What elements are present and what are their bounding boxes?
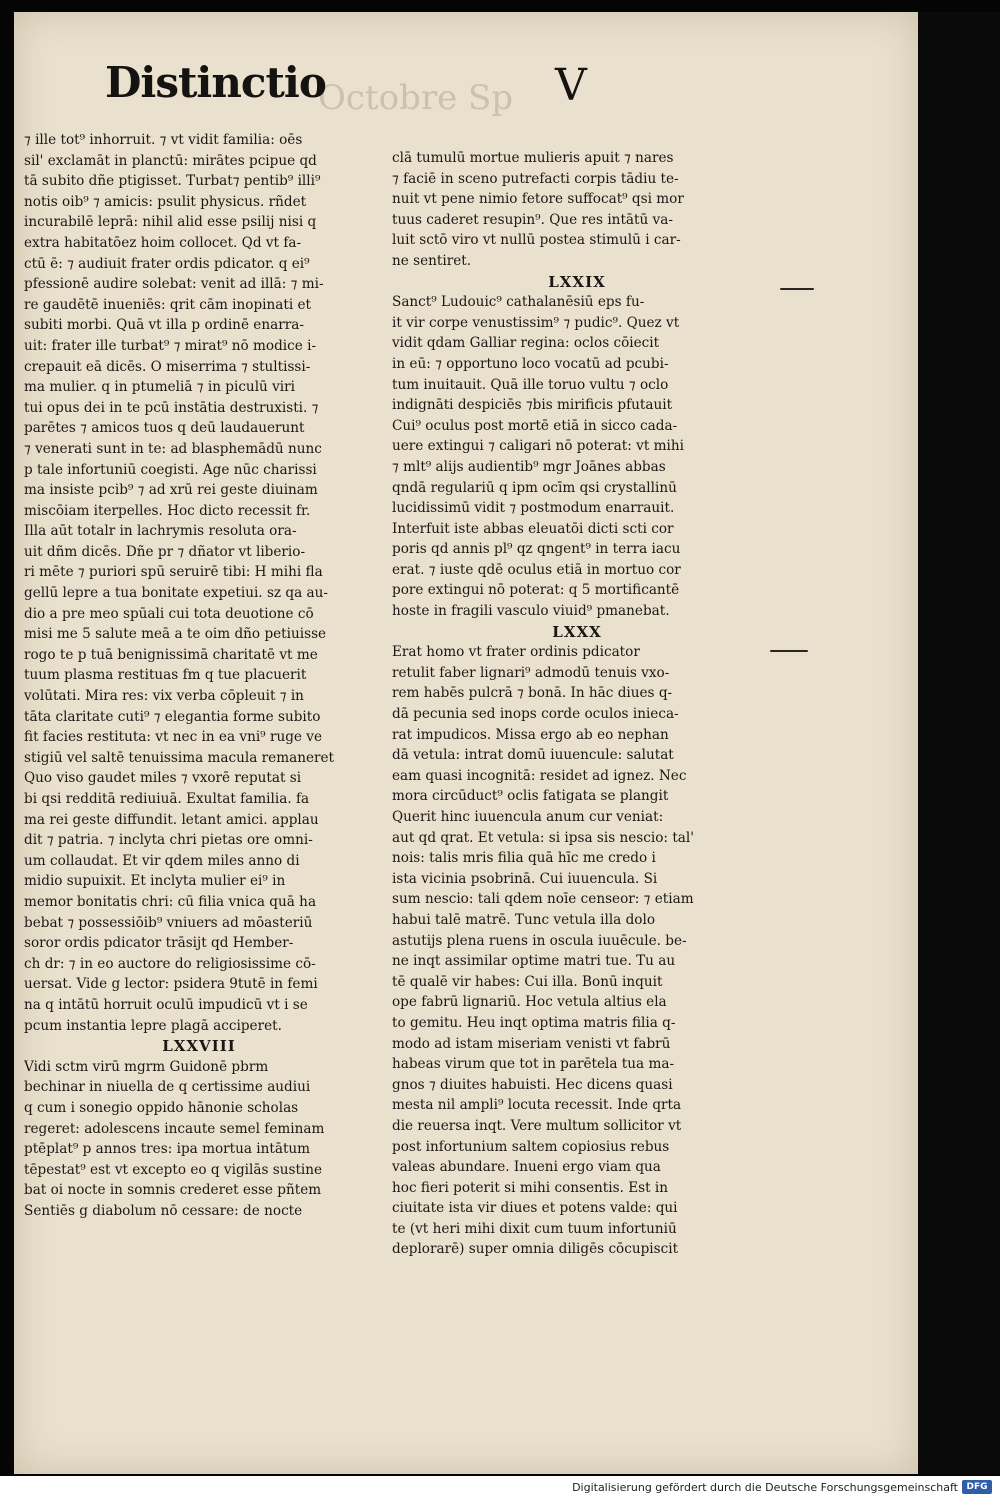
section-heading-80: LXXX <box>552 622 602 641</box>
right-column <box>392 148 762 1260</box>
text-line: tuum plasma restituas fm q tue placuerit <box>24 667 307 684</box>
text-line: rem habēs pulcrā ⁊ bonā. In hāc diues q- <box>392 685 673 702</box>
text-line: ⁊ faciē in sceno putrefacti corpis tādiu te- <box>392 170 679 187</box>
text-line: Sentiēs g diabolum nō cessare: de nocte <box>24 1202 303 1219</box>
text-line: mesta nil ampli⁹ locuta recessit. Inde qrta <box>392 1097 682 1114</box>
text-line: incurabilē leprā: nihil alid esse psilij nisi q <box>24 214 317 231</box>
text-line: volūtati. Mira res: vix verba cōpleuit ⁊ in <box>24 688 304 705</box>
text-line: uit: frater ille turbat⁹ ⁊ mirat⁹ nō modice i- <box>24 337 317 354</box>
text-line: habeas virum que tot in parētela tua ma- <box>392 1056 675 1073</box>
text-line: lucidissimū vidit ⁊ postmodum enarrauit. <box>392 500 675 517</box>
text-line: ma mulier. q in ptumeliā ⁊ in piculū viri <box>24 379 295 396</box>
text-line: ⁊ ille tot⁹ inhorruit. ⁊ vt vidit familia: oēs <box>24 132 303 148</box>
page-numeral: V <box>555 60 587 111</box>
text-line: Sanct⁹ Ludouic⁹ cathalanēsiū eps fu- <box>392 294 645 311</box>
text-line: indignāti despiciēs ⁊bis mirificis pfutauit <box>392 397 673 414</box>
text-line: tā subito dñe ptigisset. Turbat⁊ pentib⁹ illi⁹ <box>24 173 321 190</box>
text-line: uere extingui ⁊ caligari nō poterat: vt mihi <box>392 438 684 455</box>
right-text-block-3 <box>392 642 762 1260</box>
text-line: hoc fieri poterit si mihi consentis. Est in <box>392 1179 669 1196</box>
text-line: mora circūduct⁹ oclis fatigata se plangit <box>392 788 669 805</box>
left-text-block-2 <box>24 1057 374 1222</box>
text-line: Quo viso gaudet miles ⁊ vxorē reputat si <box>24 770 302 787</box>
text-line: fit facies restituta: vt nec in ea vni⁹ ruge ve <box>24 729 322 746</box>
text-line: luit sctō viro vt nullū postea stimulū i car- <box>392 232 681 249</box>
text-line: erat. ⁊ iuste qdē oculus etiā in mortuo cor <box>392 561 681 578</box>
scan-background <box>918 12 1000 1474</box>
text-line: aut qd qrat. Et vetula: si ipsa sis nescio: tal' <box>392 829 694 846</box>
text-line: ptēplat⁹ p annos tres: ipa mortua intātum <box>24 1141 311 1158</box>
text-line: notis oib⁹ ⁊ amicis: psulit physicus. rñdet <box>24 193 307 210</box>
text-line: dit ⁊ patria. ⁊ inclyta chri pietas ore omni- <box>24 832 313 849</box>
text-line: ne sentiret. <box>392 252 472 269</box>
left-column <box>24 130 374 1221</box>
text-line: uersat. Vide g lector: psidera 9tutē in femi <box>24 976 318 993</box>
text-line: ⁊ venerati sunt in te: ad blasphemādū nunc <box>24 440 322 457</box>
text-line: rogo te p tuā benignissimā charitatē vt me <box>24 646 318 663</box>
text-line: memor bonitatis chri: cū filia vnica quā ha <box>24 893 317 910</box>
text-line: bebat ⁊ possessiōib⁹ vniuers ad mōasteriū <box>24 914 313 931</box>
text-line: Illa aūt totalr in lachrymis resoluta ora- <box>24 523 297 540</box>
text-line: rat impudicos. Missa ergo ab eo nephan <box>392 726 669 743</box>
text-line: bi qsi redditā rediuiuā. Exultat familia. fa <box>24 791 310 807</box>
text-line: Erat homo vt frater ordinis pdicator <box>392 644 640 661</box>
text-line: die reuersa inqt. Vere multum sollicitor vt <box>392 1117 682 1134</box>
text-line: modo ad istam miseriam venisti vt fabrū <box>392 1035 671 1052</box>
text-line: subiti morbi. Quā vt illa p ordinē enarra- <box>24 317 304 334</box>
text-line: extra habitatōez hoim collocet. Qd vt fa- <box>24 234 302 251</box>
text-line: q cum i sonegio oppido hānonie scholas <box>24 1099 299 1116</box>
text-line: ⁊ mlt⁹ alijs audientib⁹ mgr Joānes abbas <box>392 458 666 475</box>
text-line: Interfuit iste abbas eleuatōi dicti scti cor <box>392 520 674 537</box>
margin-mark <box>780 288 814 290</box>
text-line: tum inuitauit. Quā ille toruo vultu ⁊ oclo <box>392 376 669 393</box>
text-line: ch dr: ⁊ in eo auctore do religiosissime cō- <box>24 955 316 972</box>
text-line: gnos ⁊ diuites habuisti. Hec dicens quasi <box>392 1076 673 1093</box>
text-line: ma insiste pcib⁹ ⁊ ad xrū rei geste diuinam <box>24 482 318 499</box>
text-line: dio a pre meo spūali cui tota deuotione cō <box>24 605 314 622</box>
text-line: astutijs plena ruens in oscula iuuēcule. be- <box>392 932 687 949</box>
text-line: sil' exclamāt in planctū: mirātes pcipue qd <box>24 152 317 169</box>
margin-mark <box>770 650 808 652</box>
text-line: bechinar in niuella de q certissime audiui <box>24 1079 311 1096</box>
text-line: poris qd annis pl⁹ qz qngent⁹ in terra iacu <box>392 541 681 558</box>
text-line: ope fabrū lignariū. Hoc vetula altius ela <box>392 994 667 1011</box>
text-line: misi me 5 salute meā a te oim dño petiuisse <box>24 626 327 643</box>
text-line: na q intātū horruit oculū impudicū vt i se <box>24 996 308 1013</box>
text-line: Cui⁹ oculus post mortē etiā in sicco cada- <box>392 417 678 434</box>
section-heading-79: LXXIX <box>548 272 606 291</box>
section-heading-78: LXXVIII <box>162 1037 236 1056</box>
page-heading: Distinctio <box>105 58 326 107</box>
text-line: miscōiam iterpelles. Hoc dicto recessit fr. <box>24 502 311 519</box>
footer-credit: Digitalisierung gefördert durch die Deutsche Forschungsgemeinschaft <box>572 1481 958 1494</box>
text-line: hoste in fragili vasculo viuid⁹ pmanebat. <box>392 603 670 620</box>
text-line: pore extingui nō poterat: q 5 mortificantē <box>392 582 680 599</box>
text-line: ne inqt assimilar optime matri tue. Tu au <box>392 953 676 970</box>
text-line: ciuitate ista vir diues et potens valde: qui <box>392 1200 678 1217</box>
text-line: eam quasi incognitā: residet ad ignez. Nec <box>392 767 687 784</box>
text-line: vidit qdam Galliar regina: oclos cōiecit <box>392 335 660 352</box>
text-line: parētes ⁊ amicos tuos q deū laudauerunt <box>24 420 305 437</box>
dfg-logo: DFG <box>962 1480 992 1494</box>
text-line: tē qualē vir habes: Cui illa. Bonū inquit <box>392 973 663 990</box>
text-line: re gaudētē inueniēs: qrit cām inopinati et <box>24 296 312 313</box>
text-line: sum nescio: tali qdem noīe censeor: ⁊ etiam <box>392 891 694 908</box>
text-line: tuus caderet resupin⁹. Que res intātū va- <box>392 211 673 228</box>
text-line: tui opus dei in te pcū instātia destruxisti. ⁊ <box>24 399 319 416</box>
text-line: deplorarē) super omnia diligēs cōcupiscit <box>392 1241 679 1258</box>
text-line: stigiū vel saltē tenuissima macula remaneret <box>24 749 335 766</box>
left-text-block <box>24 130 374 1036</box>
text-line: gellū lepre a tua bonitate expetiui. sz qa au- <box>24 585 328 602</box>
text-line: ista vicinia psobrinā. Cui iuuencula. Si <box>392 870 658 887</box>
text-line: um collaudat. Et vir qdem miles anno di <box>24 852 300 869</box>
text-line: tāta claritate cuti⁹ ⁊ elegantia forme subito <box>24 708 321 725</box>
text-line: nuit vt pene nimio fetore suffocat⁹ qsi mor <box>392 191 684 208</box>
text-line: bat oi nocte in somnis crederet esse pñtem <box>24 1182 322 1199</box>
text-line: ctū ē: ⁊ audiuit frater ordis pdicator. q ei⁹ <box>24 255 310 272</box>
text-line: Querit hinc iuuencula anum cur veniat: <box>392 809 664 825</box>
text-line: dā vetula: intrat domū iuuencule: salutat <box>392 747 674 764</box>
text-line: regeret: adolescens incaute semel feminam <box>24 1120 325 1137</box>
text-line: crepauit eā dicēs. O miserrima ⁊ stultissi- <box>24 358 311 375</box>
text-line: midio supuixit. Et inclyta mulier ei⁹ in <box>24 873 286 890</box>
text-line: it vir corpe venustissim⁹ ⁊ pudic⁹. Quez vt <box>392 314 680 331</box>
text-line: in eū: ⁊ opportuno loco vocatū ad pcubi- <box>392 355 669 372</box>
text-line: pfessionē audire solebat: venit ad illā: ⁊ mi- <box>24 276 324 293</box>
text-line: post infortunium saltem copiosius rebus <box>392 1138 670 1155</box>
text-line: p tale infortuniū coegisti. Age nūc charissi <box>24 461 317 478</box>
right-text-block <box>392 148 762 272</box>
text-line: habui talē matrē. Tunc vetula illa dolo <box>392 911 656 928</box>
text-line: valeas abundare. Inueni ergo viam qua <box>392 1159 661 1176</box>
text-line: ma rei geste diffundit. letant amici. applau <box>24 811 319 828</box>
text-line: nois: talis mris filia quā hīc me credo i <box>392 850 656 867</box>
text-line: clā tumulū mortue mulieris apuit ⁊ nares <box>392 150 674 166</box>
show-through-text: Octobre Sp <box>318 78 514 118</box>
text-line: te (vt heri mihi dixit cum tuum infortuniū <box>392 1220 677 1237</box>
text-line: ri mēte ⁊ puriori spū seruirē tibi: H mihi fla <box>24 564 323 581</box>
right-text-block-2 <box>392 292 762 622</box>
text-line: pcum instantia lepre plagā acciperet. <box>24 1017 282 1034</box>
text-line: qndā regulariū q ipm ocīm qsi crystallinū <box>392 479 677 496</box>
text-line: tēpestat⁹ est vt excepto eo q vigilās sustine <box>24 1161 323 1178</box>
text-line: dā pecunia sed inops corde oculos inieca- <box>392 706 679 723</box>
text-line: retulit faber lignari⁹ admodū tenuis vxo- <box>392 664 670 681</box>
text-line: Vidi sctm virū mgrm Guidonē pbrm <box>24 1058 269 1075</box>
text-line: soror ordis pdicator trāsijt qd Hember- <box>24 935 294 952</box>
text-line: to gemitu. Heu inqt optima matris filia q- <box>392 1014 676 1031</box>
text-line: uit dñm dicēs. Dñe pr ⁊ dñator vt liberio- <box>24 543 306 560</box>
